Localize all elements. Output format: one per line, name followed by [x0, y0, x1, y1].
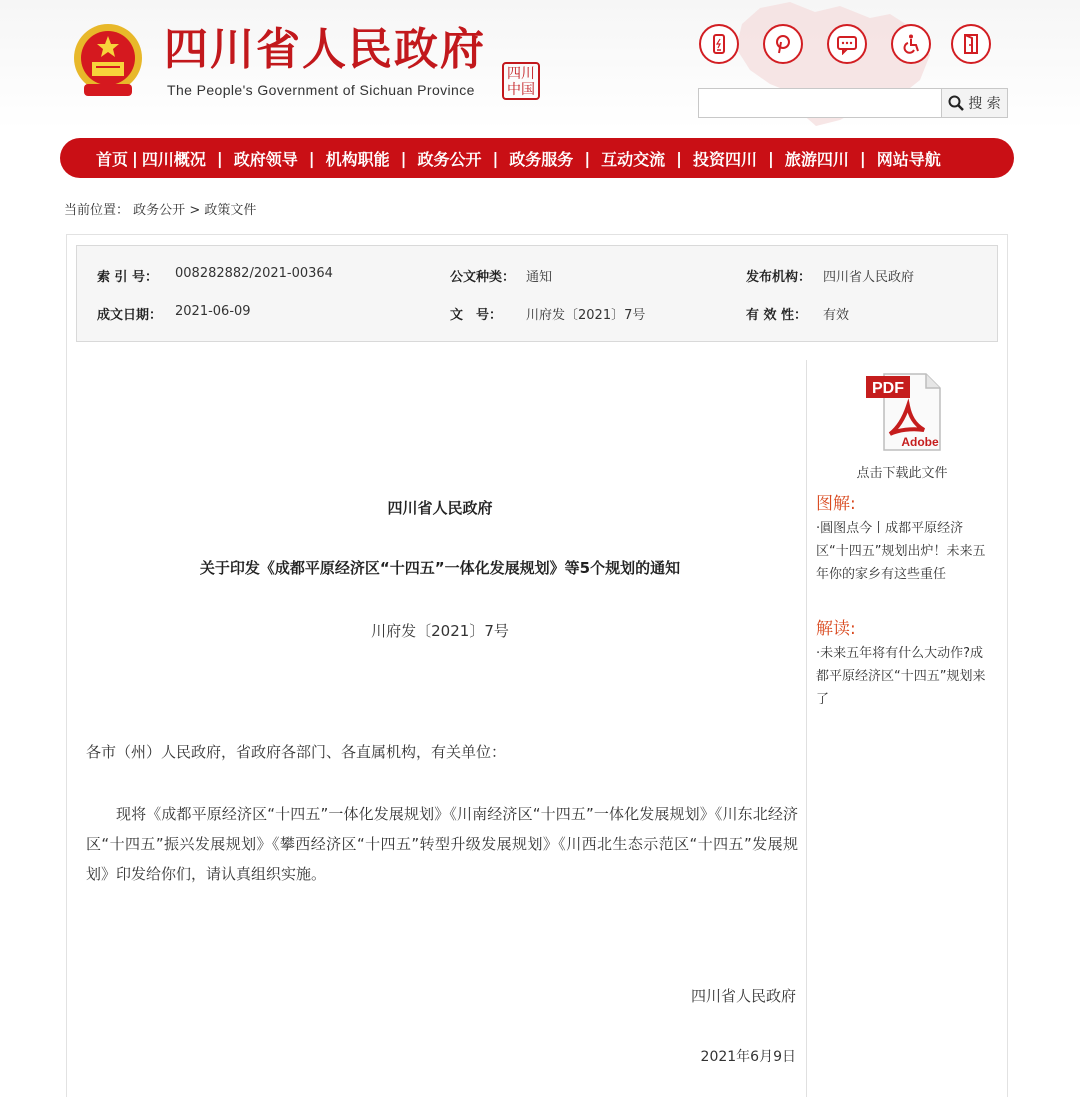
- nav-item-sitemap[interactable]: 网站导航: [876, 149, 941, 169]
- accessibility-icon[interactable]: [891, 24, 931, 64]
- nav-separator: |: [492, 148, 499, 168]
- china-seal-logo: 四川 中国: [502, 62, 540, 100]
- nav-item-leaders[interactable]: 政府领导: [233, 149, 298, 169]
- article-body: 现将《成都平原经济区“十四五”一体化发展规划》《川南经济区“十四五”一体化发展规划》《川东北经济区“十四五”振兴发展规划》《攀西经济区“十四五”转型升级发展规划》《川西北生态示范区“十四五”发展规划》印发给你们，请认真组织实施。: [86, 805, 798, 883]
- nav-separator: |: [768, 148, 774, 168]
- nav-separator: |: [859, 148, 866, 168]
- nav-item-gov-open[interactable]: 政务公开: [417, 149, 482, 169]
- document-meta-box: [76, 245, 998, 342]
- article-signature: 四川省人民政府: [690, 987, 796, 1005]
- message-icon[interactable]: [827, 24, 867, 64]
- nav-separator: |: [676, 148, 683, 168]
- article-doc-number: 川府发〔2021〕7号: [371, 622, 509, 640]
- nav-separator: |: [216, 148, 223, 168]
- breadcrumb-prefix: 当前位置：: [64, 203, 130, 218]
- main-nav: [60, 138, 1014, 178]
- nav-item-functions[interactable]: 机构职能: [325, 149, 390, 169]
- nav-item-invest[interactable]: 投资四川: [693, 149, 758, 169]
- sidebar-divider: [806, 360, 807, 1097]
- interpret-heading: 解读:: [816, 619, 856, 639]
- article-org: 四川省人民政府: [387, 499, 493, 517]
- meta-validity-value: 有效: [823, 308, 850, 323]
- exit-icon[interactable]: [951, 24, 991, 64]
- search-icon: [948, 95, 964, 111]
- search-button[interactable]: [942, 88, 1008, 118]
- breadcrumb-link-policy[interactable]: 政策文件: [204, 203, 257, 218]
- svg-text:PDF: PDF: [872, 380, 904, 397]
- search-button-label: 搜 索: [968, 96, 1001, 112]
- breadcrumb-link-gov-open[interactable]: 政务公开: [133, 203, 186, 218]
- site-subtitle: The People's Government of Sichuan Province: [167, 82, 475, 98]
- meta-docno-value: 川府发〔2021〕7号: [526, 308, 646, 323]
- svg-text:Adobe: Adobe: [901, 435, 939, 449]
- meta-date-value: 2021-06-09: [175, 304, 251, 319]
- graphic-heading: 图解:: [816, 494, 856, 514]
- meta-type-label: 公文种类：: [450, 270, 516, 285]
- meta-index-label: 索 引 号：: [97, 270, 159, 285]
- pdf-icon[interactable]: [864, 372, 944, 452]
- breadcrumb: [64, 199, 256, 218]
- nav-separator: |: [584, 148, 591, 168]
- meta-date-label: 成文日期：: [97, 308, 163, 323]
- interpret-link[interactable]: ·未来五年将有什么大动作?成都平原经济区“十四五”规划来了: [816, 646, 986, 707]
- meta-index-value: 008282882/2021-00364: [175, 266, 333, 281]
- national-emblem-icon: [70, 22, 146, 102]
- site-header: [0, 0, 1080, 130]
- weibo-icon[interactable]: [763, 24, 803, 64]
- nav-item-home[interactable]: 首页: [96, 149, 129, 169]
- meta-docno-label: 文 号：: [450, 308, 503, 323]
- nav-item-overview[interactable]: 四川概况: [141, 149, 206, 169]
- meta-type-value: 通知: [526, 270, 553, 285]
- download-file-link[interactable]: 点击下载此文件: [856, 466, 948, 481]
- graphic-link[interactable]: ·圓图点今丨成都平原经济区“十四五”规划出炉！未来五年你的家乡有这些重任: [816, 521, 986, 582]
- nav-item-interaction[interactable]: 互动交流: [601, 149, 666, 169]
- article-title: 关于印发《成都平原经济区“十四五”一体化发展规划》等5个规划的通知: [199, 559, 681, 577]
- site-title: 四川省人民政府: [164, 24, 486, 75]
- nav-separator: |: [400, 148, 407, 168]
- breadcrumb-separator: >: [189, 203, 201, 218]
- nav-item-services[interactable]: 政务服务: [509, 149, 574, 169]
- article-date: 2021年6月9日: [700, 1049, 796, 1065]
- meta-org-label: 发布机构：: [746, 270, 812, 285]
- article-salutation: 各市（州）人民政府，省政府各部门、各直属机构，有关单位：: [86, 743, 507, 761]
- nav-separator: |: [308, 148, 315, 168]
- search-input[interactable]: [698, 88, 942, 118]
- mobile-icon[interactable]: [699, 24, 739, 64]
- nav-item-tourism[interactable]: 旅游四川: [784, 149, 849, 169]
- nav-separator: |: [132, 148, 138, 168]
- meta-validity-label: 有 效 性：: [746, 308, 808, 323]
- meta-org-value: 四川省人民政府: [823, 270, 915, 285]
